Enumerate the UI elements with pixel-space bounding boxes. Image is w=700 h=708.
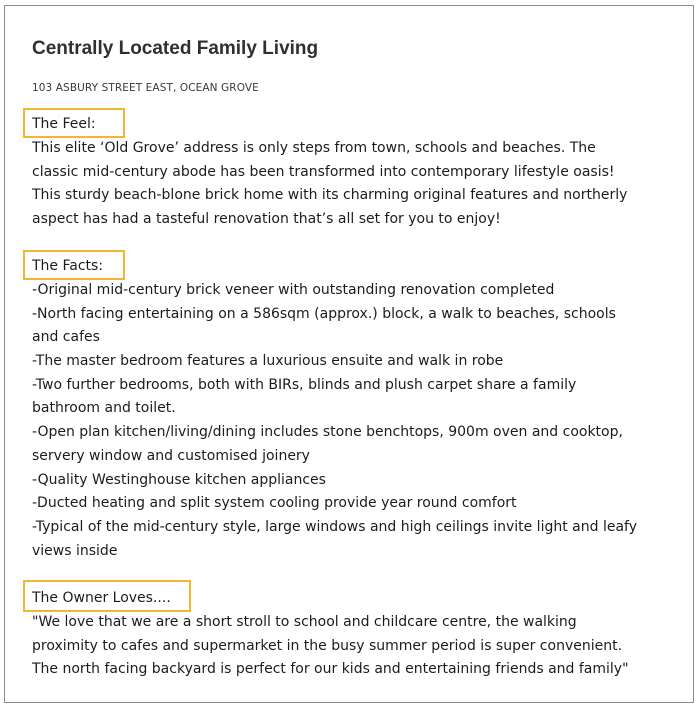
facts-heading: The Facts: [32, 258, 104, 274]
feel-description [32, 137, 672, 232]
text-line: The north facing backyard is perfect for our kids and entertaining friends and family" [32, 661, 629, 678]
facts-list [32, 279, 672, 563]
text-line: proximity to cafes and supermarket in the busy summer period is super convenient. [32, 637, 623, 654]
text-line: -North facing entertaining on a 586sqm (approx.) block, a walk to beaches, schools [32, 305, 616, 322]
text-line: This sturdy beach-blone brick home with its charming original features and northerly [32, 187, 628, 204]
text-line: This elite ‘Old Grove’ address is only steps from town, schools and beaches. The [32, 140, 596, 156]
text-line: -Open plan kitchen/living/dining includes stone benchtops, 900m oven and cooktop, [32, 424, 623, 441]
text-line: aspect has had a tasteful renovation that’s all set for you to enjoy! [32, 211, 501, 228]
text-line: "We love that we are a short stroll to school and childcare centre, the walking [32, 614, 577, 630]
text-line: servery window and customised joinery [32, 447, 310, 464]
text-line: -Typical of the mid-century style, large windows and high ceilings invite light and leafy [32, 518, 638, 535]
text-line: -Two further bedrooms, both with BIRs, blinds and plush carpet share a family [32, 376, 577, 393]
owner-quote [32, 611, 672, 682]
feel-heading: The Feel: [32, 116, 96, 132]
text-line: -Quality Westinghouse kitchen appliances [32, 471, 326, 488]
text-line: and cafes [32, 329, 100, 346]
listing-address: 103 ASBURY STREET EAST, OCEAN GROVE [32, 82, 259, 94]
text-line: classic mid-century abode has been transformed into contemporary lifestyle oasis! [32, 163, 615, 180]
text-line: views inside [32, 542, 118, 559]
text-line: -The master bedroom features a luxurious ensuite and walk in robe [32, 353, 504, 370]
text-line: -Original mid-century brick veneer with outstanding renovation completed [32, 282, 555, 298]
listing-title: Centrally Located Family Living [32, 38, 319, 59]
text-line: -Ducted heating and split system cooling provide year round comfort [32, 495, 517, 512]
text-line: bathroom and toilet. [32, 400, 176, 417]
owner-loves-heading: The Owner Loves.... [32, 590, 171, 606]
